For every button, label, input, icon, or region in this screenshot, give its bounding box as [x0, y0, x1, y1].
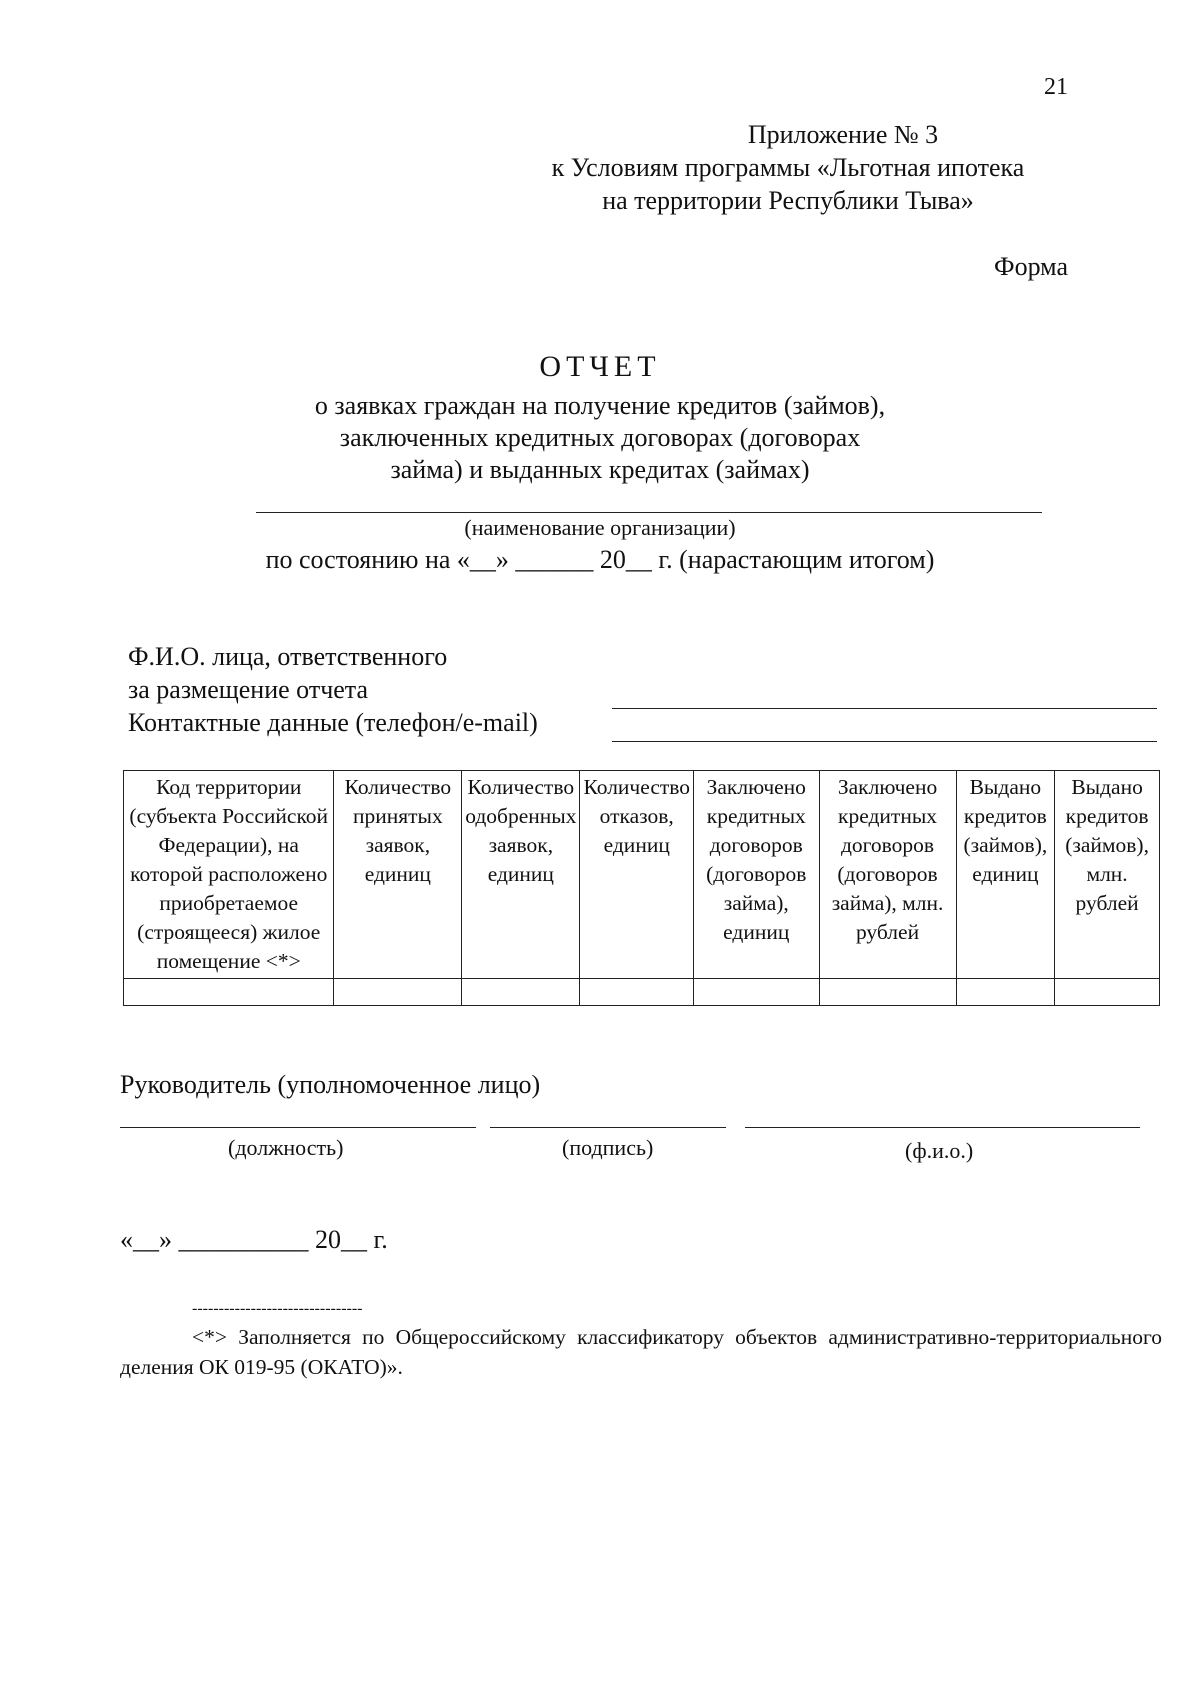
column-header-refusals: Количество отказов, единиц [580, 771, 694, 979]
footnote-separator: -------------------------------- [192, 1300, 363, 1317]
table-cell[interactable] [819, 979, 956, 1006]
table-cell[interactable] [462, 979, 580, 1006]
subtitle-line-1: о заявках граждан на получение кредитов (займов), [314, 391, 886, 420]
responsible-line-1: Ф.И.О. лица, ответственного [128, 642, 448, 671]
org-name-field-line[interactable] [256, 512, 1042, 513]
contact-field-line[interactable] [612, 741, 1157, 742]
responsible-person-block [128, 640, 538, 739]
table-cell[interactable] [694, 979, 820, 1006]
document-subtitle [0, 390, 1200, 486]
as-of-date-line: по состоянию на «__» ______ 20__ г. (нарастающим итогом) [265, 545, 935, 574]
table-header-row [124, 771, 1160, 979]
responsible-name-field-line[interactable] [612, 708, 1157, 709]
table-cell[interactable] [334, 979, 462, 1006]
column-header-loans-amount: Выдано кредитов (займов), млн. рублей [1055, 771, 1160, 979]
responsible-line-2: за размещение отчета [128, 675, 369, 704]
appendix-header [508, 118, 1068, 217]
signature-field-line[interactable] [490, 1127, 726, 1128]
report-table [123, 770, 1160, 1006]
page-number: 21 [1044, 74, 1068, 100]
table-cell[interactable] [124, 979, 334, 1006]
column-header-territory-code: Код территории (субъекта Российской Федерации), на которой расположено приобретаемое (строящееся) жилое помещение <*> [124, 771, 334, 979]
appendix-line-3: на территории Республики Тыва» [602, 186, 974, 215]
column-header-contracts-count: Заключено кредитных договоров (договоров займа), единиц [694, 771, 820, 979]
column-header-applications-approved: Количество одобренных заявок, единиц [462, 771, 580, 979]
head-label: Руководитель (уполномоченное лицо) [120, 1070, 541, 1099]
appendix-line-2: к Условиям программы «Льготная ипотека [551, 153, 1025, 182]
appendix-line-1: Приложение № 3 [747, 120, 939, 149]
column-header-contracts-amount: Заключено кредитных договоров (договоров займа), млн. рублей [819, 771, 956, 979]
responsible-line-3: Контактные данные (телефон/e-mail) [128, 708, 538, 737]
form-label: Форма [994, 252, 1068, 281]
table-cell[interactable] [956, 979, 1055, 1006]
signature-date-line: «__» __________ 20__ г. [120, 1225, 388, 1254]
subtitle-line-2: заключенных кредитных договорах (договорах [339, 423, 861, 452]
position-caption: (должность) [228, 1135, 344, 1160]
signature-caption: (подпись) [562, 1135, 654, 1160]
footnote [120, 1322, 1162, 1382]
full-name-caption: (ф.и.о.) [905, 1138, 974, 1163]
subtitle-line-3: займа) и выданных кредитах (займах) [390, 455, 810, 484]
column-header-loans-count: Выдано кредитов (займов), единиц [956, 771, 1055, 979]
position-field-line[interactable] [120, 1127, 476, 1128]
org-name-caption: (наименование организации) [464, 515, 736, 540]
document-title: ОТЧЕТ [539, 350, 661, 383]
table-row [124, 979, 1160, 1006]
column-header-applications-received: Количество принятых заявок, единиц [334, 771, 462, 979]
footnote-text: <*> Заполняется по Общероссийскому классификатору объектов административно-территориального деления ОК 019-95 (ОКАТО)». [120, 1325, 1162, 1379]
table-cell[interactable] [1055, 979, 1160, 1006]
full-name-field-line[interactable] [745, 1127, 1140, 1128]
table-cell[interactable] [580, 979, 694, 1006]
